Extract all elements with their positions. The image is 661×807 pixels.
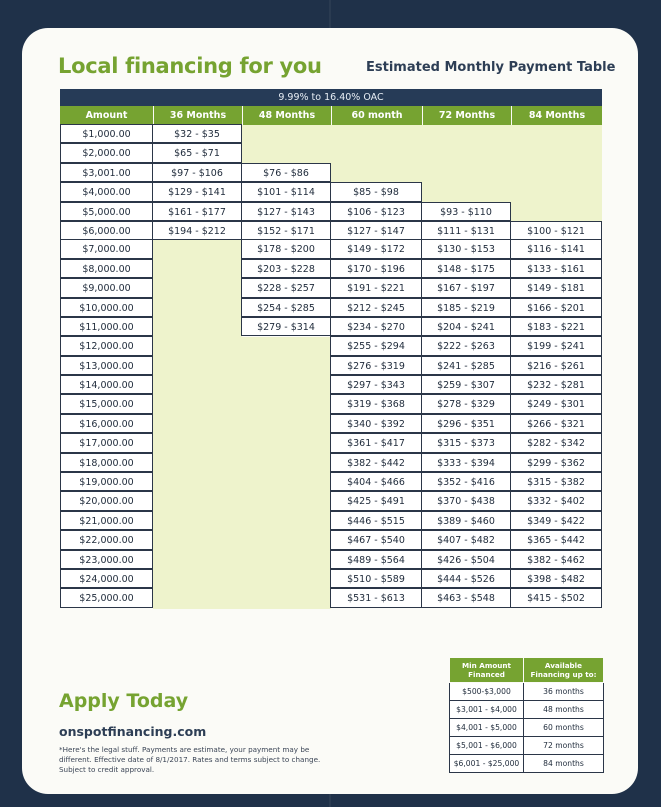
term-cell: 60 months <box>523 719 603 737</box>
payment-cell: $315 - $373 <box>421 433 511 452</box>
payment-cell: $203 - $228 <box>241 259 331 278</box>
payment-cell: $349 - $422 <box>510 511 602 530</box>
payment-cell: $127 - $143 <box>241 202 331 221</box>
empty-cell <box>242 415 331 434</box>
payment-cell: $170 - $196 <box>330 259 422 278</box>
column-header: 84 Months <box>511 106 602 125</box>
payment-cell: $278 - $329 <box>421 394 511 413</box>
empty-cell <box>153 415 242 434</box>
empty-cell <box>153 454 242 473</box>
min-table-row <box>450 683 604 701</box>
empty-cell <box>242 492 331 511</box>
payment-cell: $161 - $177 <box>152 202 242 221</box>
empty-cell <box>242 376 331 395</box>
payment-cell: $127 - $147 <box>330 221 422 240</box>
column-header: 60 month <box>331 106 422 125</box>
payment-cell: $204 - $241 <box>421 317 511 336</box>
empty-cell <box>153 279 242 298</box>
empty-cell <box>242 570 331 589</box>
column-header: Amount <box>60 106 153 125</box>
empty-cell <box>242 395 331 414</box>
amount-cell: $8,000.00 <box>60 259 153 278</box>
payment-cell: $106 - $123 <box>330 202 422 221</box>
min-amount-cell: $5,001 - $6,000 <box>450 737 524 755</box>
empty-cell <box>242 551 331 570</box>
empty-cell <box>242 337 331 356</box>
empty-cell <box>422 164 511 183</box>
empty-cell <box>153 357 242 376</box>
empty-cell <box>331 144 422 163</box>
payment-cell: $65 - $71 <box>152 143 242 162</box>
empty-cell <box>422 125 511 144</box>
term-cell: 72 months <box>523 737 603 755</box>
empty-cell <box>511 164 602 183</box>
payment-cell: $241 - $285 <box>421 356 511 375</box>
payment-cell: $332 - $402 <box>510 491 602 510</box>
payment-cell: $152 - $171 <box>241 221 331 240</box>
website-link[interactable]: onspotfinancing.com <box>59 724 207 739</box>
payment-cell: $398 - $482 <box>510 569 602 588</box>
payment-cell: $130 - $153 <box>421 239 511 258</box>
payment-cell: $185 - $219 <box>421 298 511 317</box>
amount-cell: $13,000.00 <box>60 356 153 375</box>
payment-cell: $333 - $394 <box>421 453 511 472</box>
payment-cell: $446 - $515 <box>330 511 422 530</box>
min-amount-cell: $6,001 - $25,000 <box>450 755 524 773</box>
empty-cell <box>242 512 331 531</box>
empty-cell <box>242 434 331 453</box>
payment-cell: $234 - $270 <box>330 317 422 336</box>
payment-cell: $216 - $261 <box>510 356 602 375</box>
payment-grid <box>60 106 602 609</box>
empty-cell <box>511 144 602 163</box>
payment-cell: $444 - $526 <box>421 569 511 588</box>
empty-cell <box>242 357 331 376</box>
min-amount-table <box>449 657 604 773</box>
payment-cell: $183 - $221 <box>510 317 602 336</box>
payment-cell: $129 - $141 <box>152 182 242 201</box>
payment-cell: $116 - $141 <box>510 239 602 258</box>
term-cell: 36 months <box>523 683 603 701</box>
payment-cell: $510 - $589 <box>330 569 422 588</box>
payment-cell: $232 - $281 <box>510 375 602 394</box>
payment-cell: $249 - $301 <box>510 394 602 413</box>
payment-cell: $404 - $466 <box>330 472 422 491</box>
amount-cell: $25,000.00 <box>60 588 153 607</box>
payment-table <box>60 89 602 609</box>
empty-cell <box>511 203 602 222</box>
payment-cell: $425 - $491 <box>330 491 422 510</box>
payment-cell: $166 - $201 <box>510 298 602 317</box>
amount-cell: $15,000.00 <box>60 394 153 413</box>
empty-cell <box>153 512 242 531</box>
payment-cell: $370 - $438 <box>421 491 511 510</box>
amount-cell: $5,000.00 <box>60 202 153 221</box>
payment-cell: $266 - $321 <box>510 414 602 433</box>
payment-cell: $463 - $548 <box>421 588 511 607</box>
term-cell: 84 months <box>523 755 603 773</box>
payment-cell: $97 - $106 <box>152 163 242 182</box>
empty-cell <box>153 318 242 337</box>
amount-cell: $1,000.00 <box>60 124 153 143</box>
apply-heading: Apply Today <box>59 690 189 712</box>
payment-cell: $194 - $212 <box>152 221 242 240</box>
min-table-body <box>450 683 604 773</box>
empty-cell <box>153 337 242 356</box>
amount-cell: $21,000.00 <box>60 511 153 530</box>
empty-cell <box>153 551 242 570</box>
empty-cell <box>153 260 242 279</box>
payment-cell: $191 - $221 <box>330 278 422 297</box>
payment-cell: $282 - $342 <box>510 433 602 452</box>
payment-cell: $222 - $263 <box>421 336 511 355</box>
payment-cell: $133 - $161 <box>510 259 602 278</box>
table-title: Estimated Monthly Payment Table <box>366 60 616 75</box>
empty-cell <box>153 570 242 589</box>
amount-cell: $23,000.00 <box>60 550 153 569</box>
payment-cell: $365 - $442 <box>510 530 602 549</box>
empty-cell <box>153 492 242 511</box>
empty-cell <box>242 454 331 473</box>
empty-cell <box>242 473 331 492</box>
payment-cell: $254 - $285 <box>241 298 331 317</box>
amount-cell: $9,000.00 <box>60 278 153 297</box>
payment-cell: $315 - $382 <box>510 472 602 491</box>
payment-cell: $85 - $98 <box>330 182 422 201</box>
payment-cell: $426 - $504 <box>421 550 511 569</box>
payment-cell: $148 - $175 <box>421 259 511 278</box>
payment-cell: $299 - $362 <box>510 453 602 472</box>
payment-cell: $361 - $417 <box>330 433 422 452</box>
payment-cell: $296 - $351 <box>421 414 511 433</box>
min-amount-cell: $4,001 - $5,000 <box>450 719 524 737</box>
empty-cell <box>153 473 242 492</box>
amount-cell: $16,000.00 <box>60 414 153 433</box>
payment-cell: $178 - $200 <box>241 239 331 258</box>
amount-cell: $3,001.00 <box>60 163 153 182</box>
page-title: Local financing for you <box>58 54 322 78</box>
rate-range-bar: 9.99% to 16.40% OAC <box>60 89 602 106</box>
column-header: 36 Months <box>153 106 242 125</box>
payment-cell: $167 - $197 <box>421 278 511 297</box>
amount-cell: $2,000.00 <box>60 143 153 162</box>
payment-cell: $93 - $110 <box>421 202 511 221</box>
amount-cell: $7,000.00 <box>60 239 153 258</box>
min-amount-cell: $3,001 - $4,000 <box>450 701 524 719</box>
amount-cell: $17,000.00 <box>60 433 153 452</box>
payment-cell: $389 - $460 <box>421 511 511 530</box>
payment-cell: $101 - $114 <box>241 182 331 201</box>
amount-cell: $18,000.00 <box>60 453 153 472</box>
payment-cell: $199 - $241 <box>510 336 602 355</box>
payment-cell: $149 - $172 <box>330 239 422 258</box>
column-header: 48 Months <box>242 106 331 125</box>
empty-cell <box>422 144 511 163</box>
empty-cell <box>242 125 331 144</box>
amount-cell: $19,000.00 <box>60 472 153 491</box>
payment-cell: $111 - $131 <box>421 221 511 240</box>
empty-cell <box>153 395 242 414</box>
payment-cell: $212 - $245 <box>330 298 422 317</box>
amount-cell: $24,000.00 <box>60 569 153 588</box>
empty-cell <box>331 125 422 144</box>
min-table-header-row <box>450 658 604 683</box>
empty-cell <box>242 531 331 550</box>
payment-cell: $279 - $314 <box>241 317 331 336</box>
term-cell: 48 months <box>523 701 603 719</box>
column-header: 72 Months <box>422 106 511 125</box>
payment-cell: $297 - $343 <box>330 375 422 394</box>
empty-cell <box>153 299 242 318</box>
amount-cell: $11,000.00 <box>60 317 153 336</box>
payment-cell: $228 - $257 <box>241 278 331 297</box>
empty-cell <box>331 164 422 183</box>
empty-cell <box>422 183 511 202</box>
payment-cell: $255 - $294 <box>330 336 422 355</box>
min-table-row <box>450 755 604 773</box>
payment-cell: $259 - $307 <box>421 375 511 394</box>
empty-cell <box>153 376 242 395</box>
empty-cell <box>153 589 242 608</box>
min-amount-header: Min Amount Financed <box>450 658 524 683</box>
payment-cell: $531 - $613 <box>330 588 422 607</box>
amount-cell: $22,000.00 <box>60 530 153 549</box>
payment-cell: $149 - $181 <box>510 278 602 297</box>
min-table-row <box>450 737 604 755</box>
payment-cell: $382 - $442 <box>330 453 422 472</box>
payment-cell: $319 - $368 <box>330 394 422 413</box>
min-amount-cell: $500-$3,000 <box>450 683 524 701</box>
payment-cell: $100 - $121 <box>510 221 602 240</box>
payment-cell: $32 - $35 <box>152 124 242 143</box>
min-table-row <box>450 701 604 719</box>
empty-cell <box>153 434 242 453</box>
min-table-row <box>450 719 604 737</box>
payment-cell: $415 - $502 <box>510 588 602 607</box>
payment-cell: $276 - $319 <box>330 356 422 375</box>
amount-cell: $14,000.00 <box>60 375 153 394</box>
empty-cell <box>511 183 602 202</box>
empty-cell <box>153 531 242 550</box>
available-financing-header: Available Financing up to: <box>523 658 603 683</box>
payment-cell: $382 - $462 <box>510 550 602 569</box>
legal-disclaimer: *Here's the legal stuff. Payments are estimate, your payment may be different. Effective date of 8/1/2017. Rates and terms subject to change. Subject to credit approval. <box>59 745 321 774</box>
amount-cell: $10,000.00 <box>60 298 153 317</box>
empty-cell <box>242 589 331 608</box>
empty-cell <box>153 240 242 259</box>
amount-cell: $6,000.00 <box>60 221 153 240</box>
payment-cell: $76 - $86 <box>241 163 331 182</box>
payment-cell: $352 - $416 <box>421 472 511 491</box>
payment-cell: $340 - $392 <box>330 414 422 433</box>
amount-cell: $20,000.00 <box>60 491 153 510</box>
empty-cell <box>511 125 602 144</box>
payment-cell: $407 - $482 <box>421 530 511 549</box>
payment-cell: $467 - $540 <box>330 530 422 549</box>
amount-cell: $12,000.00 <box>60 336 153 355</box>
amount-cell: $4,000.00 <box>60 182 153 201</box>
payment-cell: $489 - $564 <box>330 550 422 569</box>
empty-cell <box>242 144 331 163</box>
